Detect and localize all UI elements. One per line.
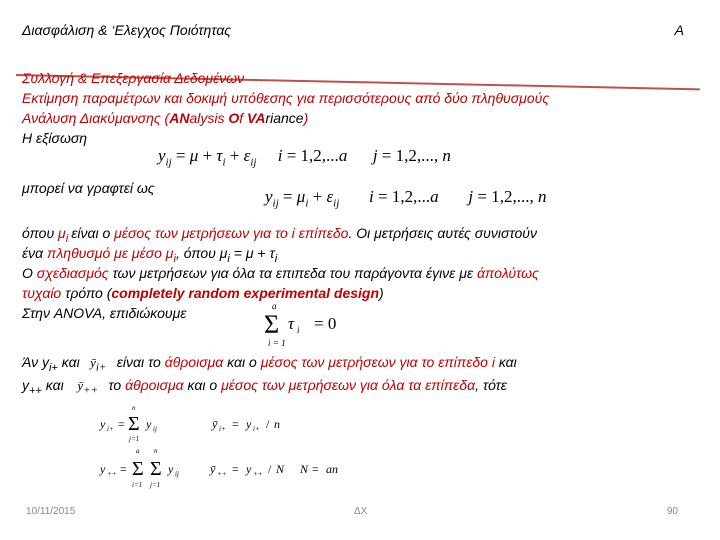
svg-text:=: = bbox=[312, 462, 319, 476]
svg-text:τ: τ bbox=[288, 314, 295, 333]
sum-all-part-7: μέσος των μετρήσεων για όλα τα επίπεδα bbox=[221, 377, 476, 393]
sum-i-part-1: Άν y bbox=[22, 354, 49, 370]
svg-text:i = 1: i = 1 bbox=[268, 338, 286, 348]
svg-text:ȳ: ȳ bbox=[210, 462, 216, 476]
mu-i-part-1: όπου bbox=[22, 225, 59, 241]
anova-part-5: f bbox=[239, 110, 248, 126]
sum-all-part-3: και bbox=[41, 377, 64, 393]
svg-text:n: n bbox=[274, 417, 280, 431]
svg-text:y: y bbox=[100, 417, 106, 431]
anova-part-8: ) bbox=[303, 110, 309, 126]
svg-text:ij: ij bbox=[153, 425, 157, 433]
svg-text:/: / bbox=[266, 417, 270, 431]
svg-text:j=1: j=1 bbox=[129, 435, 140, 443]
sum-all-part-8: , τότε bbox=[475, 377, 507, 393]
svg-text:y: y bbox=[168, 462, 174, 476]
footer-center: ΔΧ bbox=[354, 506, 368, 517]
sum-all-part-6: και ο bbox=[183, 377, 222, 393]
svg-text:++: ++ bbox=[217, 470, 227, 478]
pop-part-2: πληθυσμό με μέσο μ bbox=[47, 245, 174, 261]
equation-total-sum bbox=[96, 445, 436, 491]
svg-text:= 0: = 0 bbox=[314, 314, 337, 333]
line-can-be-written: μπορεί να γραφτεί ως bbox=[22, 180, 155, 196]
anova-part-4: O bbox=[228, 110, 240, 126]
equation-sum-tau bbox=[258, 300, 368, 350]
pop-part-3: i bbox=[173, 252, 176, 265]
pop-part-6: = μ + τ bbox=[229, 245, 275, 261]
svg-text:N: N bbox=[300, 462, 309, 476]
line-anova-title bbox=[22, 110, 308, 126]
ybar-all-symbol: $ȳ_{++}$ bbox=[67, 378, 98, 397]
line-data-processing: Συλλογή & Επεξεργασία Δεδομένων bbox=[22, 70, 245, 86]
line-sum-mean-all bbox=[22, 377, 507, 397]
line-anova-goal: Στην ANOVA, επιδιώκουμε bbox=[22, 305, 187, 321]
svg-text:N: N bbox=[276, 462, 285, 476]
slide-header-letter: A bbox=[674, 22, 684, 38]
svg-text:i+: i+ bbox=[253, 425, 260, 433]
sum-i-part-5: άθροισμα bbox=[164, 354, 224, 370]
svg-text:i=1: i=1 bbox=[132, 481, 143, 489]
svg-text:Σ: Σ bbox=[264, 310, 280, 339]
design-part-4: άπολύτως bbox=[476, 265, 539, 281]
mu-i-part-2: μ bbox=[58, 225, 66, 241]
footer-page-number: 90 bbox=[666, 506, 678, 517]
svg-text:a: a bbox=[136, 447, 140, 455]
anova-part-1: Ανάλυση Διακύμανσης ( bbox=[22, 110, 170, 126]
equation-level-sum bbox=[96, 402, 376, 444]
sum-all-part-2: ++ bbox=[29, 384, 42, 397]
pop-part-7: i bbox=[274, 252, 278, 265]
anova-part-6: VA bbox=[247, 110, 266, 126]
svg-text:n: n bbox=[132, 404, 136, 412]
footer-date: 10/11/2015 bbox=[26, 506, 76, 517]
line-design bbox=[22, 265, 539, 281]
mu-i-part-5: μέσος των μετρήσεων για το i επίπεδο bbox=[114, 225, 349, 241]
slide-header-title: Διασφάλιση & ‘Ελεγχος Ποιότητας bbox=[22, 22, 232, 38]
line-population bbox=[22, 245, 277, 265]
svg-text:++: ++ bbox=[107, 470, 117, 478]
svg-text:/: / bbox=[268, 462, 272, 476]
design-part-2: σχεδιασμός bbox=[36, 265, 109, 281]
random-part-2: τρόπο ( bbox=[61, 285, 112, 301]
line-sum-mean-i bbox=[22, 354, 517, 374]
svg-text:Σ: Σ bbox=[128, 413, 140, 435]
svg-text:y: y bbox=[246, 462, 252, 476]
svg-text:ȳ: ȳ bbox=[212, 417, 218, 431]
sum-all-part-4: το bbox=[108, 377, 126, 393]
line-mu-i bbox=[22, 225, 537, 245]
anova-part-3: alysis bbox=[189, 110, 229, 126]
equation-means-model: $y_{ij} = \mu_i + \varepsilon_{ij}$ i = 1,2,...a j = 1,2,..., n bbox=[265, 187, 547, 210]
svg-text:y: y bbox=[100, 462, 106, 476]
svg-text:y: y bbox=[146, 417, 152, 431]
line-parameter-estimation: Εκτίμηση παραμέτρων και δοκιμή υπόθεσης για περισσότερους από δύο πληθυσμούς bbox=[22, 90, 550, 106]
sum-all-part-5: άθροισμα bbox=[125, 377, 184, 393]
mu-i-part-3: i bbox=[65, 232, 72, 245]
sum-i-part-4: είναι το bbox=[116, 354, 165, 370]
equation-model: $y_{ij} = \mu + \tau_i + \varepsilon_{ij}$ i = 1,2,...a j = 1,2,..., n bbox=[158, 146, 451, 169]
svg-text:=: = bbox=[232, 417, 239, 431]
svg-text:=: = bbox=[232, 462, 239, 476]
svg-text:Σ: Σ bbox=[150, 458, 162, 480]
sum-i-part-2: i+ bbox=[48, 361, 58, 374]
design-part-1: Ο bbox=[22, 265, 37, 281]
svg-text:=: = bbox=[120, 462, 127, 476]
ybar-i-symbol: $ȳ_{i+}$ bbox=[83, 355, 107, 374]
svg-text:j=1: j=1 bbox=[150, 481, 161, 489]
line-equation-intro: Η εξίσωση bbox=[22, 130, 88, 146]
sum-i-part-3: και bbox=[57, 354, 80, 370]
random-part-4: ) bbox=[379, 285, 384, 301]
mu-i-part-6: . Οι μετρήσεις αυτές συνιστούν bbox=[348, 225, 537, 241]
sum-i-part-6: και ο bbox=[223, 354, 261, 370]
svg-text:a: a bbox=[272, 301, 277, 311]
svg-text:y: y bbox=[246, 417, 252, 431]
sum-i-part-8: και bbox=[494, 354, 517, 370]
random-part-1: τυχαίο bbox=[22, 285, 62, 301]
svg-text:an: an bbox=[326, 462, 338, 476]
random-part-3: completely random experimental design bbox=[111, 285, 380, 301]
svg-text:=: = bbox=[118, 417, 125, 431]
svg-text:++: ++ bbox=[253, 470, 263, 478]
sum-i-part-7: μέσος των μετρήσεων για το επίπεδο i bbox=[260, 354, 495, 370]
anova-part-2: AN bbox=[169, 110, 190, 126]
pop-part-1: ένα bbox=[22, 245, 48, 261]
mu-i-part-4: είναι ο bbox=[71, 225, 115, 241]
pop-part-5: i bbox=[227, 252, 230, 265]
svg-text:i: i bbox=[297, 325, 300, 335]
sum-all-part-1: y bbox=[22, 377, 29, 393]
line-random-design bbox=[22, 285, 384, 301]
pop-part-4: , όπου μ bbox=[175, 245, 228, 261]
design-part-3: των μετρήσεων για όλα τα επιπεδα του παράγοντα έγινε με bbox=[108, 265, 477, 281]
svg-text:i+: i+ bbox=[107, 425, 114, 433]
svg-text:i+: i+ bbox=[219, 425, 226, 433]
svg-text:n: n bbox=[154, 447, 158, 455]
anova-part-7: riance bbox=[265, 110, 304, 126]
svg-text:ij: ij bbox=[175, 470, 179, 478]
svg-text:Σ: Σ bbox=[132, 458, 144, 480]
